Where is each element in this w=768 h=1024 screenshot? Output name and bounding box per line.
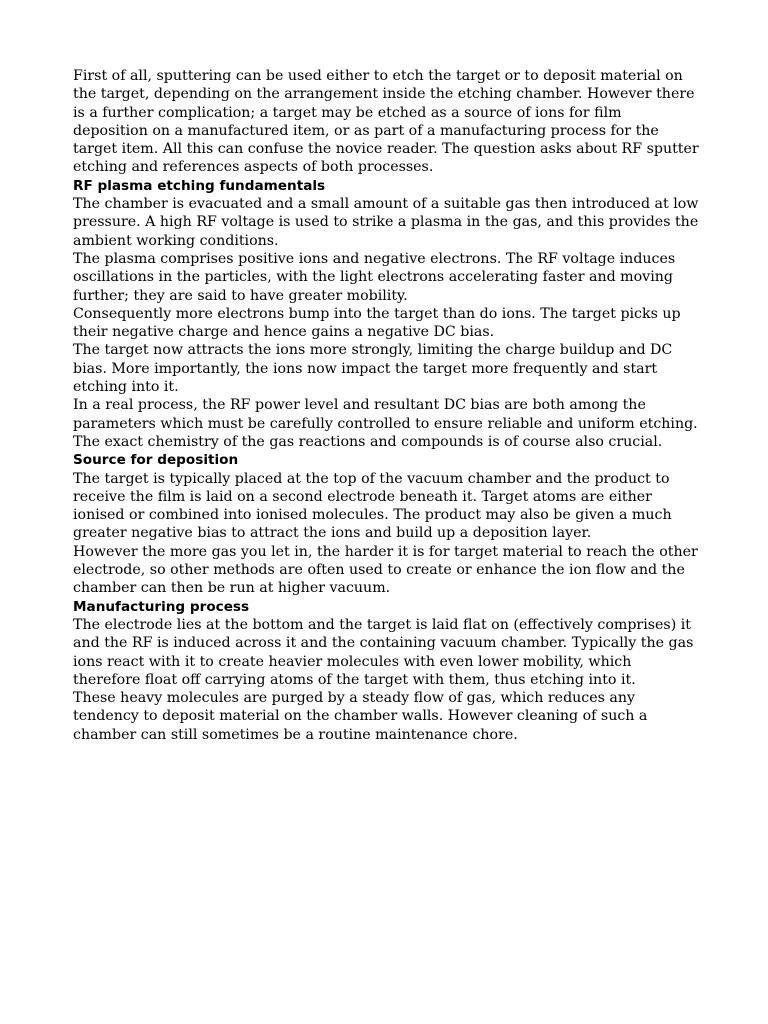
section-heading-rf-plasma: RF plasma etching fundamentals xyxy=(73,177,326,194)
intro-paragraph: First of all, sputtering can be used either to etch the target or to deposit material on the target, depending on the arrangement inside the etching chamber. However there is a further complication; a target may be etched as a source of ions for film deposition on a manufactured item, or as part of a manufacturing process for the target item. All this can confuse the novice reader. The question asks about RF sputter etching and references aspects of both processes. xyxy=(73,68,699,176)
paragraph: Consequently more electrons bump into the target than do ions. The target picks up their negative charge and hence gains a negative DC bias. xyxy=(73,305,681,341)
paragraph: These heavy molecules are purged by a steady flow of gas, which reduces any tendency to deposit material on the chamber walls. However cleaning of such a chamber can still sometimes be a routine maintenance chore. xyxy=(73,690,648,743)
section-heading-manufacturing: Manufacturing process xyxy=(73,598,250,615)
paragraph: The chamber is evacuated and a small amount of a suitable gas then introduced at low pressure. A high RF voltage is used to strike a plasma in the gas, and this provides the ambient working conditions. xyxy=(73,196,699,249)
paragraph: In a real process, the RF power level and resultant DC bias are both among the parameters which must be carefully controlled to ensure reliable and uniform etching. The exact chemistry of the gas reactions and compounds is of course also crucial. xyxy=(73,397,698,450)
document-body xyxy=(73,67,699,744)
paragraph: The electrode lies at the bottom and the target is laid flat on (effectively comprises) it and the RF is induced across it and the containing vacuum chamber. Typically the gas ions react with it to create heavier molecules with even lower mobility, which therefore float off carrying atoms of the target with them, thus etching into it. xyxy=(73,616,694,688)
paragraph: The target now attracts the ions more strongly, limiting the charge buildup and DC bias. More importantly, the ions now impact the target more frequently and start etching into it. xyxy=(73,342,673,396)
paragraph: The target is typically placed at the top of the vacuum chamber and the product to receive the film is laid on a second electrode beneath it. Target atoms are either ionised or combined into ionised molecules. The product may also be given a much greater negative bias to attract the ions and build up a deposition layer. xyxy=(73,470,672,542)
paragraph: The plasma comprises positive ions and negative electrons. The RF voltage induces oscillations in the particles, with the light electrons accelerating faster and moving further; they are said to have greater mobility. xyxy=(73,250,676,304)
section-heading-deposition: Source for deposition xyxy=(73,452,239,469)
paragraph: However the more gas you let in, the harder it is for target material to reach the other electrode, so other methods are often used to create or enhance the ion flow and the chamber can then be run at higher vacuum. xyxy=(73,543,698,597)
